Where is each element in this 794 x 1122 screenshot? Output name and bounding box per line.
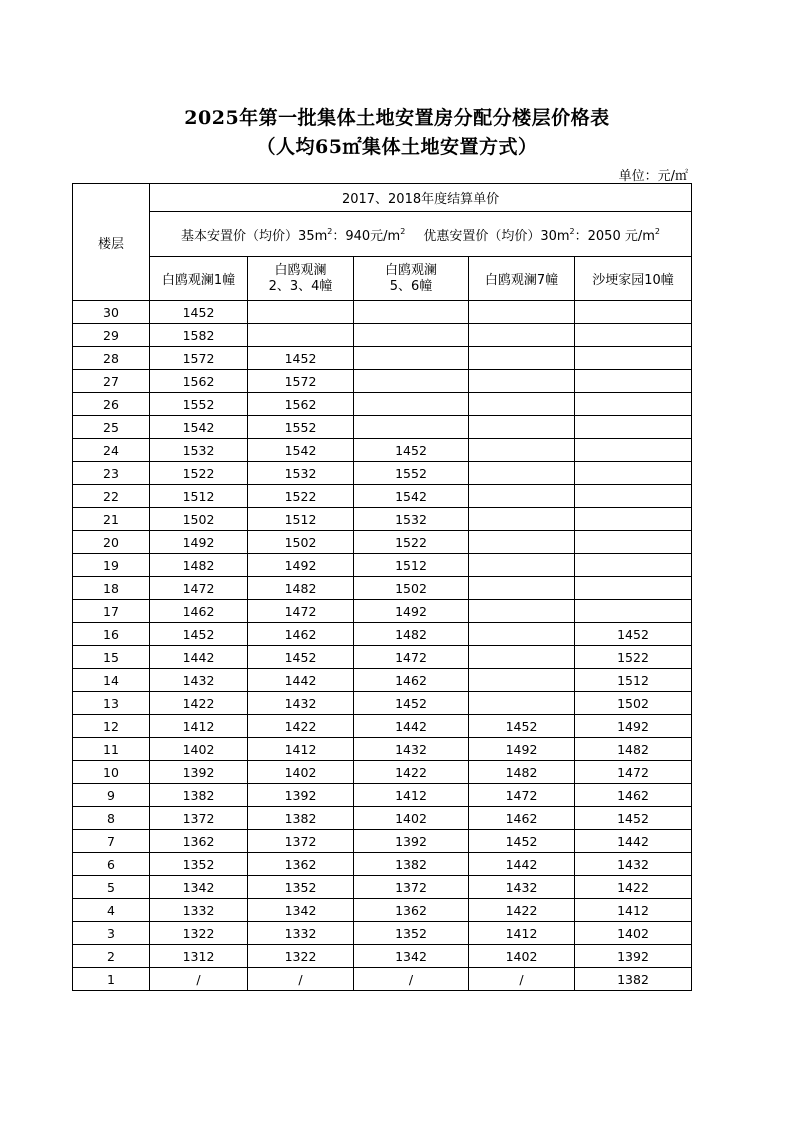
price-cell: 1522 bbox=[354, 531, 469, 554]
price-cell bbox=[575, 485, 692, 508]
price-cell: 1512 bbox=[354, 554, 469, 577]
floor-cell: 3 bbox=[73, 922, 150, 945]
price-cell: 1342 bbox=[150, 876, 248, 899]
price-cell: 1322 bbox=[248, 945, 354, 968]
price-cell: 1412 bbox=[354, 784, 469, 807]
price-cell bbox=[469, 416, 575, 439]
price-cell: 1322 bbox=[150, 922, 248, 945]
floor-cell: 5 bbox=[73, 876, 150, 899]
price-cell: 1422 bbox=[469, 899, 575, 922]
price-cell: 1562 bbox=[150, 370, 248, 393]
price-cell bbox=[469, 485, 575, 508]
table-row bbox=[73, 462, 692, 485]
price-cell: 1392 bbox=[248, 784, 354, 807]
price-cell: 1492 bbox=[150, 531, 248, 554]
floor-cell: 27 bbox=[73, 370, 150, 393]
price-cell bbox=[575, 416, 692, 439]
price-cell bbox=[575, 393, 692, 416]
price-cell: 1502 bbox=[150, 508, 248, 531]
price-cell: 1412 bbox=[248, 738, 354, 761]
table-row bbox=[73, 531, 692, 554]
price-cell: 1522 bbox=[248, 485, 354, 508]
price-cell bbox=[469, 623, 575, 646]
price-cell: 1542 bbox=[354, 485, 469, 508]
price-cell: 1452 bbox=[248, 347, 354, 370]
price-cell: 1542 bbox=[248, 439, 354, 462]
price-cell bbox=[469, 646, 575, 669]
floor-cell: 1 bbox=[73, 968, 150, 991]
table-row bbox=[73, 347, 692, 370]
price-cell bbox=[469, 508, 575, 531]
price-cell: 1482 bbox=[575, 738, 692, 761]
price-cell: 1492 bbox=[248, 554, 354, 577]
price-cell: 1522 bbox=[575, 646, 692, 669]
table-row bbox=[73, 646, 692, 669]
price-cell: 1432 bbox=[575, 853, 692, 876]
price-cell: 1342 bbox=[354, 945, 469, 968]
table-row bbox=[73, 301, 692, 324]
price-cell: 1382 bbox=[150, 784, 248, 807]
price-cell: 1502 bbox=[354, 577, 469, 600]
price-cell: 1442 bbox=[150, 646, 248, 669]
price-cell: 1482 bbox=[248, 577, 354, 600]
table-row bbox=[73, 600, 692, 623]
table-row bbox=[73, 807, 692, 830]
price-cell: 1332 bbox=[150, 899, 248, 922]
price-cell: 1402 bbox=[150, 738, 248, 761]
price-cell bbox=[469, 439, 575, 462]
price-cell bbox=[469, 600, 575, 623]
price-cell: 1452 bbox=[354, 692, 469, 715]
table-row bbox=[73, 439, 692, 462]
price-cell bbox=[575, 531, 692, 554]
floor-cell: 24 bbox=[73, 439, 150, 462]
price-cell: 1372 bbox=[248, 830, 354, 853]
price-cell: 1362 bbox=[150, 830, 248, 853]
building-header-1: 白鸥观澜1幢 bbox=[150, 257, 248, 301]
price-cell: 1482 bbox=[469, 761, 575, 784]
price-cell: 1432 bbox=[248, 692, 354, 715]
price-cell: 1542 bbox=[150, 416, 248, 439]
price-cell: 1462 bbox=[150, 600, 248, 623]
price-cell: 1462 bbox=[575, 784, 692, 807]
floor-cell: 18 bbox=[73, 577, 150, 600]
price-cell bbox=[469, 462, 575, 485]
price-cell: 1582 bbox=[150, 324, 248, 347]
table-row bbox=[73, 876, 692, 899]
floor-cell: 26 bbox=[73, 393, 150, 416]
price-cell: 1382 bbox=[354, 853, 469, 876]
table-row bbox=[73, 508, 692, 531]
floor-cell: 19 bbox=[73, 554, 150, 577]
building-header-2: 白鸥观澜 2、3、4幢 bbox=[248, 257, 354, 301]
price-cell bbox=[575, 347, 692, 370]
floor-cell: 2 bbox=[73, 945, 150, 968]
floor-cell: 10 bbox=[73, 761, 150, 784]
price-cell: 1392 bbox=[150, 761, 248, 784]
table-row bbox=[73, 324, 692, 347]
price-cell: 1572 bbox=[150, 347, 248, 370]
price-cell: 1512 bbox=[150, 485, 248, 508]
price-cell: 1532 bbox=[354, 508, 469, 531]
price-cell bbox=[354, 324, 469, 347]
price-cell bbox=[575, 324, 692, 347]
table-row bbox=[73, 416, 692, 439]
building-header-3: 白鸥观澜 5、6幢 bbox=[354, 257, 469, 301]
price-cell: 1402 bbox=[575, 922, 692, 945]
floor-cell: 20 bbox=[73, 531, 150, 554]
price-cell: 1492 bbox=[469, 738, 575, 761]
floor-cell: 30 bbox=[73, 301, 150, 324]
price-cell: 1342 bbox=[248, 899, 354, 922]
price-cell: 1452 bbox=[150, 301, 248, 324]
price-cell: 1442 bbox=[248, 669, 354, 692]
building-header-5: 沙埂家园10幢 bbox=[575, 257, 692, 301]
floor-cell: 17 bbox=[73, 600, 150, 623]
price-cell: 1422 bbox=[575, 876, 692, 899]
table-row bbox=[73, 370, 692, 393]
price-cell bbox=[469, 347, 575, 370]
table-row bbox=[73, 968, 692, 991]
price-cell: 1512 bbox=[575, 669, 692, 692]
floor-cell: 4 bbox=[73, 899, 150, 922]
price-cell: 1572 bbox=[248, 370, 354, 393]
price-cell: 1522 bbox=[150, 462, 248, 485]
building-header-row bbox=[73, 257, 692, 301]
price-cell: 1462 bbox=[469, 807, 575, 830]
price-cell: 1362 bbox=[354, 899, 469, 922]
price-cell: 1452 bbox=[248, 646, 354, 669]
floor-cell: 21 bbox=[73, 508, 150, 531]
page-subtitle: （人均65㎡集体土地安置方式） bbox=[256, 136, 538, 158]
floor-cell: 28 bbox=[73, 347, 150, 370]
table-row bbox=[73, 577, 692, 600]
price-cell: 1472 bbox=[469, 784, 575, 807]
price-cell bbox=[469, 669, 575, 692]
table-row bbox=[73, 554, 692, 577]
price-cell: 1552 bbox=[354, 462, 469, 485]
price-cell: 1532 bbox=[150, 439, 248, 462]
price-cell: 1372 bbox=[150, 807, 248, 830]
building-header-4: 白鸥观澜7幢 bbox=[469, 257, 575, 301]
floor-cell: 11 bbox=[73, 738, 150, 761]
table-row bbox=[73, 784, 692, 807]
price-cell: 1502 bbox=[575, 692, 692, 715]
price-cell: 1412 bbox=[150, 715, 248, 738]
price-cell bbox=[354, 301, 469, 324]
price-cell: / bbox=[354, 968, 469, 991]
price-cell: 1362 bbox=[248, 853, 354, 876]
page-title: 2025年第一批集体土地安置房分配分楼层价格表 bbox=[184, 107, 610, 129]
floor-column-header: 楼层 bbox=[73, 184, 150, 301]
price-cell bbox=[575, 554, 692, 577]
price-cell: 1532 bbox=[248, 462, 354, 485]
price-cell: 1512 bbox=[248, 508, 354, 531]
price-cell: 1462 bbox=[354, 669, 469, 692]
table-row bbox=[73, 922, 692, 945]
price-cell: / bbox=[248, 968, 354, 991]
price-cell bbox=[575, 462, 692, 485]
price-cell: 1492 bbox=[354, 600, 469, 623]
floor-cell: 16 bbox=[73, 623, 150, 646]
price-cell bbox=[575, 439, 692, 462]
price-cell: 1452 bbox=[575, 807, 692, 830]
price-cell: 1442 bbox=[575, 830, 692, 853]
price-cell: / bbox=[469, 968, 575, 991]
price-cell: 1502 bbox=[248, 531, 354, 554]
price-cell: 1442 bbox=[469, 853, 575, 876]
price-cell: 1402 bbox=[469, 945, 575, 968]
price-cell: 1452 bbox=[575, 623, 692, 646]
price-cell bbox=[469, 301, 575, 324]
price-cell: 1452 bbox=[469, 830, 575, 853]
price-cell bbox=[354, 416, 469, 439]
table-row bbox=[73, 853, 692, 876]
floor-cell: 12 bbox=[73, 715, 150, 738]
price-cell: 1472 bbox=[575, 761, 692, 784]
price-cell bbox=[354, 370, 469, 393]
price-cell: 1452 bbox=[469, 715, 575, 738]
floor-cell: 23 bbox=[73, 462, 150, 485]
price-cell: 1392 bbox=[575, 945, 692, 968]
price-cell: 1442 bbox=[354, 715, 469, 738]
price-cell: 1432 bbox=[469, 876, 575, 899]
price-cell: 1372 bbox=[354, 876, 469, 899]
table-row bbox=[73, 899, 692, 922]
floor-cell: 13 bbox=[73, 692, 150, 715]
price-cell: 1422 bbox=[150, 692, 248, 715]
price-cell bbox=[469, 393, 575, 416]
price-cell bbox=[248, 324, 354, 347]
floor-cell: 15 bbox=[73, 646, 150, 669]
table-row bbox=[73, 692, 692, 715]
price-cell: 1422 bbox=[248, 715, 354, 738]
floor-cell: 6 bbox=[73, 853, 150, 876]
price-cell: 1472 bbox=[150, 577, 248, 600]
price-cell: 1462 bbox=[248, 623, 354, 646]
floor-cell: 9 bbox=[73, 784, 150, 807]
price-cell: 1432 bbox=[354, 738, 469, 761]
price-cell: 1482 bbox=[150, 554, 248, 577]
table-row bbox=[73, 393, 692, 416]
price-cell: 1482 bbox=[354, 623, 469, 646]
table-body bbox=[73, 301, 692, 991]
table-row bbox=[73, 623, 692, 646]
table-row bbox=[73, 738, 692, 761]
price-cell bbox=[575, 600, 692, 623]
price-cell: / bbox=[150, 968, 248, 991]
price-cell bbox=[469, 692, 575, 715]
price-cell: 1412 bbox=[469, 922, 575, 945]
price-cell: 1332 bbox=[248, 922, 354, 945]
floor-cell: 7 bbox=[73, 830, 150, 853]
table-row bbox=[73, 945, 692, 968]
price-cell bbox=[469, 531, 575, 554]
price-cell bbox=[469, 370, 575, 393]
price-cell: 1402 bbox=[248, 761, 354, 784]
table-row bbox=[73, 669, 692, 692]
price-cell bbox=[354, 393, 469, 416]
price-cell: 1352 bbox=[150, 853, 248, 876]
price-cell: 1352 bbox=[354, 922, 469, 945]
floor-cell: 14 bbox=[73, 669, 150, 692]
price-cell bbox=[354, 347, 469, 370]
basic-price-text: 基本安置价（均价）$35m^2$：940元$/m^2$ bbox=[181, 226, 406, 244]
price-info-header bbox=[150, 212, 692, 257]
price-cell: 1492 bbox=[575, 715, 692, 738]
price-cell bbox=[575, 508, 692, 531]
floor-cell: 25 bbox=[73, 416, 150, 439]
price-cell: 1452 bbox=[354, 439, 469, 462]
price-cell: 1422 bbox=[354, 761, 469, 784]
table-header bbox=[73, 184, 692, 301]
price-cell bbox=[575, 370, 692, 393]
price-cell: 1352 bbox=[248, 876, 354, 899]
price-cell: 1412 bbox=[575, 899, 692, 922]
price-cell: 1432 bbox=[150, 669, 248, 692]
table-row bbox=[73, 830, 692, 853]
discount-price-text: 优惠安置价（均价）$30m^2$：2050 元$/m^2$ bbox=[423, 226, 660, 244]
table-row bbox=[73, 485, 692, 508]
price-cell: 1472 bbox=[248, 600, 354, 623]
table-row bbox=[73, 715, 692, 738]
price-cell: 1452 bbox=[150, 623, 248, 646]
price-cell bbox=[469, 554, 575, 577]
price-cell: 1312 bbox=[150, 945, 248, 968]
price-cell: 1472 bbox=[354, 646, 469, 669]
floor-cell: 22 bbox=[73, 485, 150, 508]
period-header: 2017、2018年度结算单价 bbox=[150, 184, 692, 212]
price-cell: 1552 bbox=[150, 393, 248, 416]
price-cell: 1392 bbox=[354, 830, 469, 853]
price-cell bbox=[248, 301, 354, 324]
table-row bbox=[73, 761, 692, 784]
price-cell bbox=[575, 577, 692, 600]
price-cell bbox=[469, 324, 575, 347]
price-cell bbox=[469, 577, 575, 600]
unit-label: 单位：元/㎡ bbox=[618, 169, 688, 184]
price-cell: 1402 bbox=[354, 807, 469, 830]
floor-cell: 8 bbox=[73, 807, 150, 830]
price-cell: 1382 bbox=[248, 807, 354, 830]
price-cell: 1552 bbox=[248, 416, 354, 439]
price-cell: 1562 bbox=[248, 393, 354, 416]
price-cell: 1382 bbox=[575, 968, 692, 991]
price-cell bbox=[575, 301, 692, 324]
floor-cell: 29 bbox=[73, 324, 150, 347]
price-table bbox=[72, 183, 692, 991]
